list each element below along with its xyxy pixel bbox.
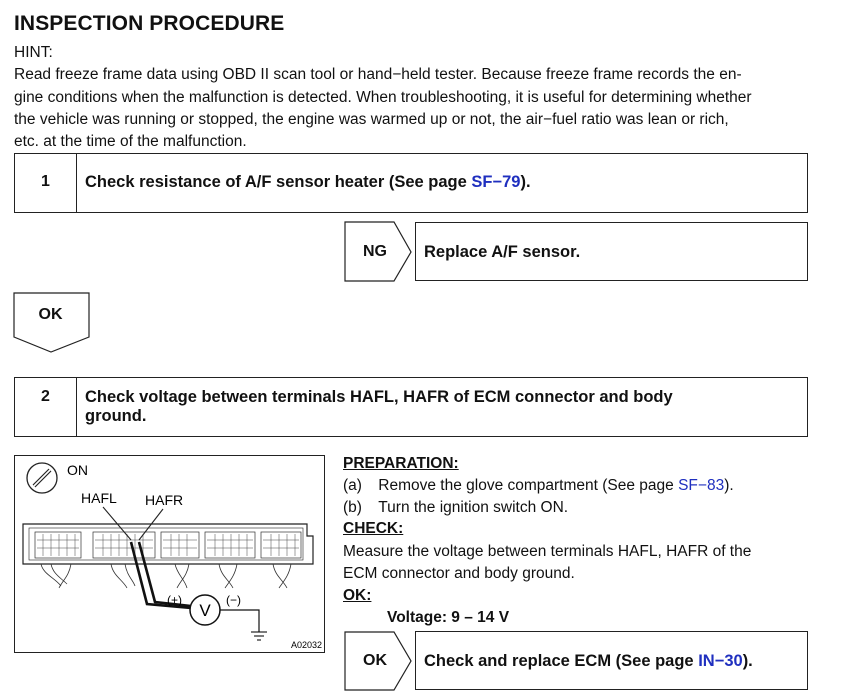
hint-label: HINT: (14, 44, 53, 61)
ignition-switch-icon (27, 463, 57, 493)
ng-action-box (415, 222, 808, 281)
hafr-terminal-label: HAFR (145, 492, 184, 508)
preparation-item-a-page-link[interactable]: SF−83 (678, 477, 725, 494)
check-heading: CHECK: (343, 520, 404, 537)
diagram-svg (15, 456, 324, 652)
step-2-line-2: ground. (85, 407, 147, 425)
preparation-item-a-end: ). (724, 477, 734, 494)
ok-branch-label: OK (363, 652, 387, 669)
preparation-item-b-text: Turn the ignition switch ON. (378, 499, 569, 516)
voltmeter-icon (190, 595, 220, 625)
hafl-terminal-label: HAFL (81, 490, 117, 506)
minus-terminal-label: (−) (226, 593, 241, 607)
voltage-spec: Voltage: 9 – 14 V (387, 609, 510, 626)
ecm-connector-diagram (14, 455, 325, 653)
step-2-line-1: Check voltage between terminals HAFL, HAFR of ECM connector and body (85, 388, 673, 406)
hint-line-2: gine conditions when the malfunction is detected. When troubleshooting, it is useful for determining whether (14, 89, 752, 106)
voltmeter-symbol: V (199, 601, 211, 620)
step-1-page-link[interactable]: SF−79 (471, 173, 521, 191)
step-1-text (85, 173, 531, 192)
ng-label: NG (363, 243, 387, 260)
preparation-item-a-text: Remove the glove compartment (See page (378, 477, 679, 494)
ng-action-text: Replace A/F sensor. (424, 243, 581, 261)
ok-action-page-link[interactable]: IN−30 (698, 652, 743, 670)
preparation-item-a (343, 477, 734, 495)
check-line-1: Measure the voltage between terminals HAFL, HAFR of the (343, 543, 752, 560)
ok-marker-label: OK (38, 306, 63, 323)
step-1-divider (76, 154, 77, 212)
step-1-label: Check resistance of A/F sensor heater (See page (85, 173, 472, 191)
step-2-divider (76, 378, 77, 436)
hint-line-3: the vehicle was running or stopped, the engine was warmed up or not, the air−fuel ratio was lean or rich, (14, 111, 729, 128)
ok-action-box (415, 631, 808, 690)
ground-wire (220, 610, 259, 632)
hint-line-1: Read freeze frame data using OBD II scan tool or hand−held tester. Because freeze frame records the en- (14, 66, 742, 83)
page-title: INSPECTION PROCEDURE (14, 12, 285, 35)
hint-line-4: etc. at the time of the malfunction. (14, 133, 247, 150)
plus-terminal-label: (+) (167, 593, 182, 607)
switch-on-label: ON (67, 462, 88, 478)
check-line-2: ECM connector and body ground. (343, 565, 575, 582)
ecm-connector-icon (23, 524, 313, 588)
step-1-end: ). (520, 173, 531, 191)
ok-action-end: ). (742, 652, 753, 670)
preparation-item-b (343, 499, 568, 517)
preparation-heading: PREPARATION: (343, 455, 459, 472)
step-1-number: 1 (41, 173, 50, 190)
preparation-item-a-marker: (a) (343, 477, 362, 494)
ground-symbol-icon (251, 632, 267, 640)
step-2-box (14, 377, 808, 437)
ok-action-text (424, 652, 753, 671)
ok-spec-heading: OK: (343, 587, 372, 604)
step-1-box (14, 153, 808, 213)
figure-id: A02032 (291, 640, 323, 650)
preparation-item-b-marker: (b) (343, 499, 362, 516)
step-2-number: 2 (41, 388, 50, 405)
ok-action-label: Check and replace ECM (See page (424, 652, 699, 670)
